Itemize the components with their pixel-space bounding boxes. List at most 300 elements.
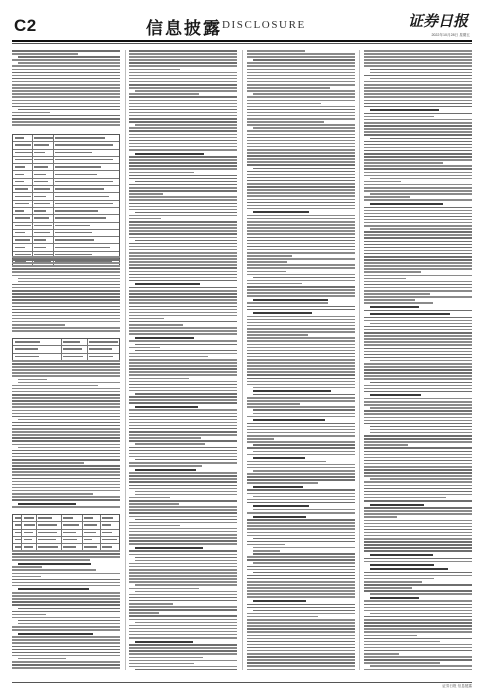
text-line [129, 506, 237, 508]
text-line [12, 284, 120, 286]
text-line [129, 53, 237, 55]
text-line [129, 634, 237, 636]
text-line [12, 490, 120, 492]
table-cell-text [38, 532, 57, 533]
text-line [247, 464, 355, 466]
table-cell-text [15, 159, 32, 160]
text-line [364, 656, 472, 658]
text-line [253, 277, 355, 279]
table-cell-text [34, 203, 50, 204]
text-line [253, 394, 355, 396]
text-line [364, 513, 472, 515]
text-line [129, 647, 237, 649]
text-line [364, 607, 472, 609]
text-line [247, 479, 355, 481]
text-line [247, 189, 355, 191]
text-line [12, 406, 120, 408]
text-line [135, 443, 204, 445]
text-line [364, 187, 472, 189]
text-line [12, 124, 120, 126]
table-row [13, 193, 119, 200]
text-line [247, 519, 355, 521]
text-line [135, 560, 237, 562]
text-line [12, 403, 120, 405]
text-line [364, 299, 415, 301]
text-line [129, 594, 237, 596]
text-line [129, 488, 237, 490]
table-cell-text [63, 539, 77, 540]
text-line [18, 419, 120, 421]
text-line [253, 451, 355, 453]
table-cell-text [102, 539, 117, 540]
table-cell-text [15, 203, 29, 204]
text-line [247, 368, 355, 370]
table-cell-text [15, 341, 40, 342]
text-line [129, 512, 237, 514]
text-line [129, 193, 162, 195]
text-line [12, 484, 120, 486]
text-line [364, 93, 472, 95]
text-line [12, 78, 120, 80]
text-line [364, 401, 472, 403]
text-line [364, 53, 472, 55]
text-line [135, 491, 237, 493]
text-line [247, 416, 355, 418]
text-line [12, 646, 120, 648]
text-line [129, 600, 237, 602]
text-line [364, 572, 472, 574]
text-line [12, 506, 120, 508]
text-line [247, 575, 355, 577]
text-line [247, 581, 355, 583]
table-row [13, 157, 119, 164]
table-cell-text [84, 539, 92, 540]
text-line [247, 96, 355, 98]
text-line [12, 440, 120, 442]
text-line [247, 53, 355, 55]
text-line [12, 474, 120, 476]
text-line [129, 497, 170, 499]
text-line [364, 635, 417, 637]
text-line [129, 431, 237, 433]
text-line [364, 159, 472, 161]
text-line [364, 520, 472, 522]
text-line [247, 195, 355, 197]
column-divider [242, 50, 243, 670]
text-line [247, 240, 355, 242]
paragraph-heading-line [135, 641, 193, 643]
text-line [12, 579, 120, 581]
paragraph-heading-line [370, 554, 433, 556]
text-line [247, 205, 355, 207]
text-line [247, 625, 355, 627]
text-line [18, 281, 120, 283]
table-cell-text [38, 546, 57, 547]
text-line [364, 125, 472, 127]
text-line [364, 544, 472, 546]
text-line [247, 447, 355, 449]
text-line [247, 535, 355, 537]
text-line [12, 372, 120, 374]
text-line [12, 299, 120, 301]
text-line [247, 569, 355, 571]
text-line [364, 590, 472, 592]
text-line [129, 72, 237, 74]
table-row [13, 346, 119, 353]
table-cell-text [15, 210, 24, 211]
table-cell-text [34, 247, 46, 248]
text-line [370, 138, 472, 140]
text-line [129, 543, 237, 545]
text-line [129, 534, 237, 536]
text-line [364, 391, 472, 393]
text-line [247, 454, 355, 456]
text-line [12, 422, 120, 424]
text-line [253, 59, 355, 61]
text-line [12, 553, 120, 555]
text-line [129, 509, 237, 511]
text-line [364, 293, 430, 295]
text-line [12, 321, 120, 323]
paragraph-heading-line [370, 203, 443, 205]
table-column-rule [21, 515, 22, 551]
text-line [12, 456, 120, 458]
text-line [135, 350, 237, 352]
text-line [364, 550, 472, 552]
text-line [247, 482, 318, 484]
text-line [364, 56, 472, 58]
text-line [247, 255, 293, 257]
text-line [12, 69, 120, 71]
text-line [12, 87, 120, 89]
text-line [370, 72, 472, 74]
table-cell-text [55, 210, 98, 211]
data-table [12, 338, 120, 362]
text-line [129, 371, 237, 373]
text-line [12, 103, 120, 105]
text-line [253, 168, 355, 170]
text-line [129, 387, 237, 389]
text-line [247, 124, 355, 126]
text-line [364, 662, 440, 664]
text-line [247, 587, 355, 589]
text-line [12, 121, 120, 123]
text-line [129, 143, 237, 145]
paragraph-heading-line [135, 406, 198, 408]
text-line [364, 116, 434, 118]
text-line [364, 281, 472, 283]
text-line [247, 647, 355, 649]
text-line [247, 258, 355, 260]
text-line [129, 666, 237, 668]
text-line [12, 566, 42, 568]
text-line [247, 249, 355, 251]
text-line [370, 613, 472, 615]
text-line [129, 224, 237, 226]
text-line [18, 382, 120, 384]
text-line [247, 638, 355, 640]
table-cell-text [15, 247, 25, 248]
text-line [364, 475, 472, 477]
text-line [129, 75, 237, 77]
text-line [129, 321, 237, 323]
text-line [364, 413, 472, 415]
text-line [129, 330, 237, 332]
text-line [129, 603, 172, 605]
text-line [364, 106, 472, 108]
text-line [364, 199, 472, 201]
text-line [129, 356, 207, 358]
paragraph-heading-line [370, 394, 421, 396]
text-line [247, 243, 355, 245]
text-line [364, 153, 472, 155]
text-line [247, 286, 355, 288]
text-line [364, 175, 472, 177]
text-line [364, 500, 472, 502]
text-line [129, 299, 237, 301]
text-line [129, 428, 237, 430]
text-line [247, 613, 355, 615]
text-line [247, 306, 355, 308]
table-row [13, 223, 119, 230]
text-line [247, 400, 355, 402]
table-row [13, 215, 119, 222]
text-line [129, 425, 237, 427]
text-line [129, 162, 237, 164]
text-line [129, 65, 237, 67]
column-divider [359, 50, 360, 670]
text-line [12, 576, 41, 578]
text-line [129, 100, 237, 102]
text-line [129, 625, 237, 627]
text-line [12, 661, 120, 663]
text-line [12, 287, 120, 289]
text-line [18, 278, 120, 280]
text-line [247, 512, 355, 514]
text-line [247, 596, 355, 598]
text-line [247, 180, 355, 182]
text-line [129, 578, 237, 580]
section-title: 信息披露 [146, 19, 222, 39]
text-line [247, 137, 355, 139]
text-line [12, 569, 96, 571]
text-line [247, 566, 355, 568]
text-line [364, 216, 472, 218]
table-row [13, 150, 119, 157]
text-line [364, 326, 472, 328]
text-line [12, 428, 120, 430]
text-line [247, 619, 355, 621]
paragraph-heading-line [18, 633, 93, 635]
text-line [247, 271, 286, 273]
text-line [247, 152, 355, 154]
text-line [364, 237, 472, 239]
table-cell-text [24, 539, 32, 540]
text-line [129, 134, 237, 136]
table-cell-text [15, 144, 30, 145]
text-line [129, 581, 237, 583]
text-line [247, 622, 355, 624]
text-line [364, 256, 472, 258]
table-column-rule [61, 339, 62, 361]
text-line [364, 575, 472, 577]
text-line [247, 289, 355, 291]
text-line [247, 397, 355, 399]
text-line [364, 650, 472, 652]
text-line [247, 292, 355, 294]
text-line [12, 400, 120, 402]
text-line [364, 375, 472, 377]
table-column-rule [87, 339, 88, 361]
table-cell-text [63, 524, 79, 525]
text-line [364, 561, 472, 563]
paragraph-heading-line [135, 283, 200, 285]
text-line [12, 459, 120, 461]
newspaper-logo: 证券日报 [407, 12, 468, 30]
text-line [247, 544, 286, 546]
table-cell-text [15, 166, 25, 167]
text-line [370, 228, 472, 230]
text-line [247, 112, 355, 114]
text-line [247, 334, 308, 336]
text-line [12, 93, 120, 95]
text-line [135, 584, 237, 586]
header-rule-thin [12, 43, 472, 44]
text-line [129, 93, 198, 95]
text-line [364, 494, 472, 496]
text-line [12, 118, 120, 120]
text-line [247, 644, 355, 646]
text-line [364, 497, 446, 499]
text-line [129, 56, 237, 58]
paragraph-heading-line [253, 505, 309, 507]
table-column-rule [100, 515, 101, 551]
section-title-en: DISCLOSURE [222, 19, 306, 31]
text-line [12, 268, 120, 270]
text-line [247, 158, 355, 160]
text-line [129, 312, 237, 314]
table-column-rule [53, 135, 54, 266]
text-line [253, 496, 355, 498]
paragraph-heading-line [253, 516, 306, 518]
paragraph-block [129, 50, 237, 670]
text-line [364, 296, 472, 298]
text-line [129, 465, 201, 467]
paragraph-heading-line [370, 597, 419, 599]
table-row [13, 186, 119, 193]
text-line [18, 623, 120, 625]
text-line [129, 87, 237, 89]
text-line [247, 522, 355, 524]
text-line [247, 441, 355, 443]
text-line [364, 128, 472, 130]
text-line [247, 121, 324, 123]
text-line [129, 258, 237, 260]
table-cell-text [34, 166, 48, 167]
text-line [364, 610, 472, 612]
text-line [364, 271, 421, 273]
text-line [12, 330, 120, 332]
text-line [364, 488, 472, 490]
footer-rule [12, 682, 472, 683]
text-line [135, 591, 237, 593]
text-line [364, 529, 472, 531]
text-line [129, 249, 237, 251]
text-line [129, 522, 237, 524]
text-line [12, 416, 120, 418]
text-line [129, 165, 237, 167]
text-line [364, 578, 434, 580]
text-line [12, 496, 120, 498]
text-line [129, 112, 237, 114]
text-line [129, 172, 193, 174]
text-line [12, 369, 120, 371]
text-line [364, 75, 472, 77]
text-line [12, 559, 90, 561]
table-column-rule [61, 515, 62, 551]
text-line [364, 59, 472, 61]
text-line [129, 631, 237, 633]
table-cell-text [55, 239, 94, 240]
text-line [247, 607, 355, 609]
table-cell-text [89, 356, 113, 357]
text-line [12, 290, 120, 292]
text-line [12, 65, 120, 67]
text-line [129, 127, 237, 129]
table-cell-text [63, 348, 82, 349]
text-line [247, 199, 355, 201]
text-line [129, 485, 237, 487]
text-line [370, 432, 472, 434]
text-line [129, 419, 237, 421]
text-line [247, 665, 355, 667]
text-line [364, 302, 433, 304]
paragraph-block [364, 50, 472, 670]
text-line [12, 499, 120, 501]
text-line [135, 459, 237, 461]
text-line [135, 240, 237, 242]
table-row [13, 522, 119, 529]
text-line [253, 409, 355, 411]
text-line [364, 438, 472, 440]
text-line [364, 262, 472, 264]
text-line [247, 337, 355, 339]
text-line [247, 208, 355, 210]
text-line [12, 397, 120, 399]
text-line [129, 472, 237, 474]
text-line [247, 584, 355, 586]
paragraph-heading-line [18, 503, 76, 505]
text-line [247, 237, 355, 239]
text-line [247, 628, 355, 630]
text-line [129, 121, 237, 123]
text-line [247, 218, 355, 220]
text-line [364, 644, 472, 646]
text-line [370, 69, 472, 71]
text-line [247, 541, 355, 543]
table-cell-text [34, 144, 49, 145]
text-line [12, 462, 84, 464]
text-line [135, 344, 237, 346]
table-cell-text [15, 524, 21, 525]
text-line [364, 441, 472, 443]
text-line [364, 538, 472, 540]
table-cell-text [89, 348, 112, 349]
text-line [247, 319, 355, 321]
text-line [364, 420, 472, 422]
text-line [129, 69, 180, 71]
text-line [129, 462, 237, 464]
